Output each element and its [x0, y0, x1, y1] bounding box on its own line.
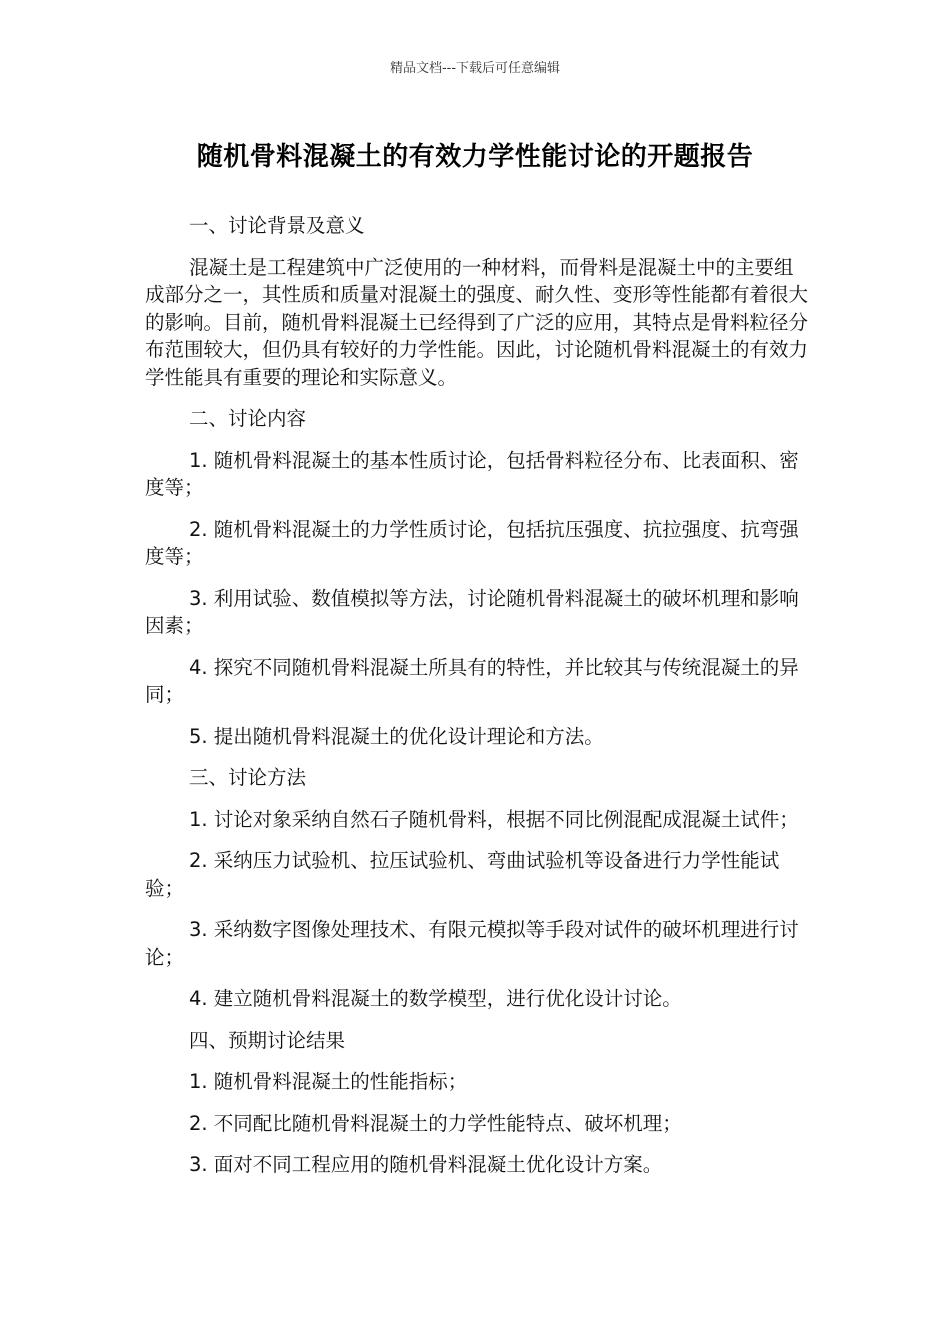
results-item: 3. 面对不同工程应用的随机骨料混凝土优化设计方案。 — [189, 1153, 663, 1176]
results-item: 2. 不同配比随机骨料混凝土的力学性能特点、破坏机理； — [189, 1111, 682, 1135]
results-item: 1. 随机骨料混凝土的性能指标； — [189, 1070, 468, 1093]
content-item: 3. 利用试验、数值模拟等方法，讨论随机骨料混凝土的破坏机理和影响因素； — [145, 586, 799, 637]
content-item: 5. 提出随机骨料混凝土的优化设计理论和方法。 — [189, 724, 604, 748]
document-body — [145, 212, 810, 1193]
content-item: 4. 探究不同随机骨料混凝土所具有的特性，并比较其与传统混凝土的异同； — [145, 655, 799, 706]
section-heading-results: 四、预期讨论结果 — [189, 1028, 346, 1052]
methods-item: 3. 采纳数字图像处理技术、有限元模拟等手段对试件的破坏机理进行讨论； — [145, 918, 799, 969]
methods-item: 1. 讨论对象采纳自然石子随机骨料，根据不同比例混配成混凝土试件； — [189, 807, 799, 831]
header-note: 精品文档---下载后可任意编辑 — [389, 61, 561, 76]
methods-item: 2. 采纳压力试验机、拉压试验机、弯曲试验机等设备进行力学性能试验； — [145, 849, 780, 900]
background-paragraph: 混凝土是工程建筑中广泛使用的一种材料，而骨料是混凝土中的主要组成部分之一，其性质和质量对混凝土的强度、耐久性、变形等性能都有着很大的影响。目前，随机骨料混凝土已经得到了广泛的应用，其特点是骨料粒径分布范围较大，但仍具有较好的力学性能。因此，讨论随机骨料混凝土的有效力学性能具有重要的理论和实际意义。 — [145, 255, 809, 389]
content-item: 2. 随机骨料混凝土的力学性质讨论，包括抗压强度、抗拉强度、抗弯强度等； — [145, 517, 799, 568]
content-item: 1. 随机骨料混凝土的基本性质讨论，包括骨料粒径分布、比表面积、密度等； — [145, 448, 799, 499]
section-heading-content: 二、讨论内容 — [189, 407, 307, 430]
section-heading-methods: 三、讨论方法 — [189, 766, 307, 789]
methods-item: 4. 建立随机骨料混凝土的数学模型，进行优化设计讨论。 — [189, 987, 682, 1010]
document-title: 随机骨料混凝土的有效力学性能讨论的开题报告 — [196, 142, 754, 172]
section-heading-background: 一、讨论背景及意义 — [189, 214, 365, 237]
